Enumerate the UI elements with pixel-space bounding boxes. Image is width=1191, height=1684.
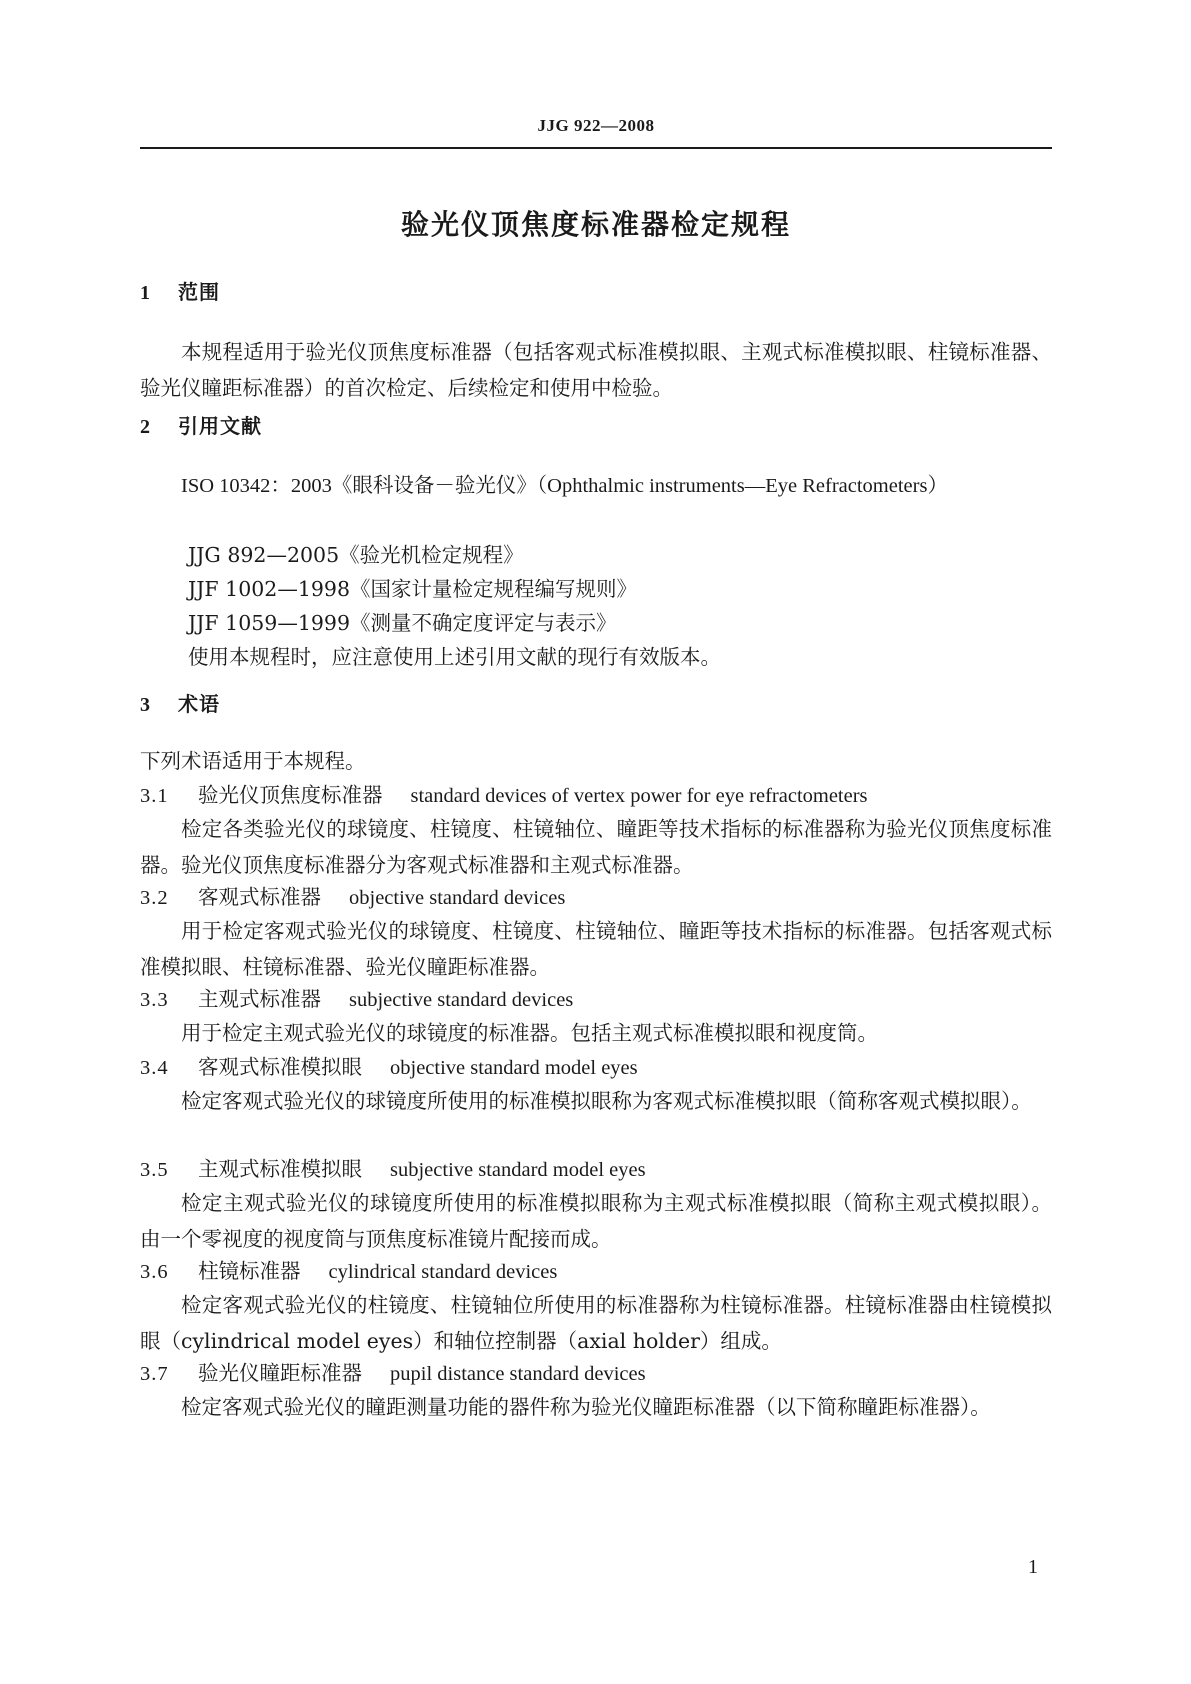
term-en: cylindrical standard devices [328,1261,558,1283]
section-heading-references [140,408,1052,445]
term-zh: 柱镜标准器 [198,1259,301,1283]
term-definition: 检定主观式验光仪的球镜度所使用的标准模拟眼称为主观式标准模拟眼（简称主观式模拟眼）。由一个零视度的视度筒与顶焦度标准镜片配接而成。 [140,1191,1052,1251]
term-zh: 客观式标准器 [198,885,321,909]
reference-item: JJF 1002—1998《国家计量检定规程编写规则》 [188,577,638,601]
term-definition: 检定客观式验光仪的瞳距测量功能的器件称为验光仪瞳距标准器（以下简称瞳距标准器）。 [181,1395,991,1419]
term-heading [140,879,1052,916]
term-en: standard devices of vertex power for eye refractometers [410,785,868,807]
term-en: objective standard devices [349,887,566,909]
term-heading [140,981,1052,1018]
reference-item: ISO 10342：2003《眼科设备－验光仪》（Ophthalmic instruments—Eye Refractometers） [181,475,948,497]
term-number: 3.6 [140,1261,169,1283]
term-definition: 检定各类验光仪的球镜度、柱镜度、柱镜轴位、瞳距等技术指标的标准器称为验光仪顶焦度标准器。验光仪顶焦度标准器分为客观式标准器和主观式标准器。 [140,817,1052,877]
term-heading [140,777,1052,814]
term-zh: 验光仪瞳距标准器 [198,1361,362,1385]
term-heading [140,1151,1052,1188]
term-definition: 检定客观式验光仪的球镜度所使用的标准模拟眼称为客观式标准模拟眼（简称客观式模拟眼）。 [181,1089,1032,1113]
section-heading-scope [140,274,1052,311]
term-number: 3.3 [140,989,169,1011]
page-number: 1 [1028,1556,1038,1578]
term-definition: 用于检定主观式验光仪的球镜度的标准器。包括主观式标准模拟眼和视度筒。 [181,1021,878,1045]
term-en: pupil distance standard devices [390,1363,646,1385]
term-zh: 客观式标准模拟眼 [198,1055,362,1079]
section-heading-terms [140,686,1052,723]
term-en: subjective standard model eyes [390,1159,646,1181]
section-title: 范围 [178,280,220,304]
section-number: 1 [140,282,151,304]
reference-item: JJF 1059—1999《测量不确定度评定与表示》 [188,611,617,635]
term-number: 3.2 [140,887,169,909]
term-heading [140,1253,1052,1290]
section-number: 2 [140,416,151,438]
terms-intro: 下列术语适用于本规程。 [140,749,366,773]
term-number: 3.1 [140,785,169,807]
scope-paragraph: 本规程适用于验光仪顶焦度标准器（包括客观式标准模拟眼、主观式标准模拟眼、柱镜标准器、验光仪瞳距标准器）的首次检定、后续检定和使用中检验。 [140,340,1052,400]
term-number: 3.7 [140,1363,169,1385]
term-heading [140,1049,1052,1086]
term-zh: 验光仪顶焦度标准器 [198,783,383,807]
section-number: 3 [140,694,151,716]
document-title: 验光仪顶焦度标准器检定规程 [400,208,791,241]
term-heading [140,1355,1052,1392]
section-title: 术语 [178,692,220,716]
section-title: 引用文献 [178,414,262,438]
term-en: subjective standard devices [349,989,574,1011]
term-zh: 主观式标准器 [198,987,321,1011]
term-en: objective standard model eyes [390,1057,638,1079]
term-zh: 主观式标准模拟眼 [198,1157,362,1181]
document-code-header: JJG 922—2008 [537,116,655,135]
term-definition: 用于检定客观式验光仪的球镜度、柱镜度、柱镜轴位、瞳距等技术指标的标准器。包括客观式标准模拟眼、柱镜标准器、验光仪瞳距标准器。 [140,919,1052,979]
term-number: 3.4 [140,1057,169,1079]
term-definition: 检定客观式验光仪的柱镜度、柱镜轴位所使用的标准器称为柱镜标准器。柱镜标准器由柱镜模拟眼（cylindrical model eyes）和轴位控制器（axial holder）组成。 [140,1293,1052,1353]
term-number: 3.5 [140,1159,169,1181]
reference-item: JJG 892—2005《验光机检定规程》 [188,543,524,567]
header-rule [140,147,1052,149]
reference-note: 使用本规程时，应注意使用上述引用文献的现行有效版本。 [188,645,721,669]
